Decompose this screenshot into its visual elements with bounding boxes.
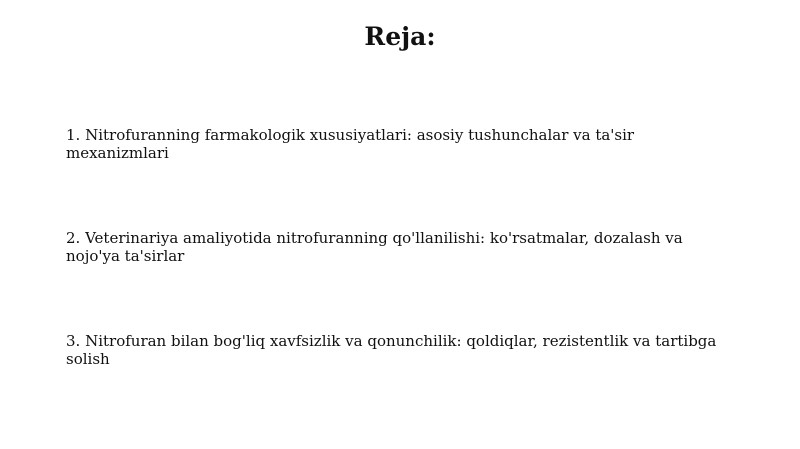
plan-item-2: 2. Veterinariya amaliyotida nitrofuranning qo'llanilishi: ko'rsatmalar, dozalash va nojo'ya ta'sirlar [66,229,683,265]
plan-item-3: 3. Nitrofuran bilan bog'liq xavfsizlik va qonunchilik: qoldiqlar, rezistentlik va tartibga solish [66,332,717,368]
plan-item-1: 1. Nitrofuranning farmakologik xususiyatlari: asosiy tushunchalar va ta'sir mexanizmlari [66,126,635,162]
slide-title: Reja: [364,22,436,51]
